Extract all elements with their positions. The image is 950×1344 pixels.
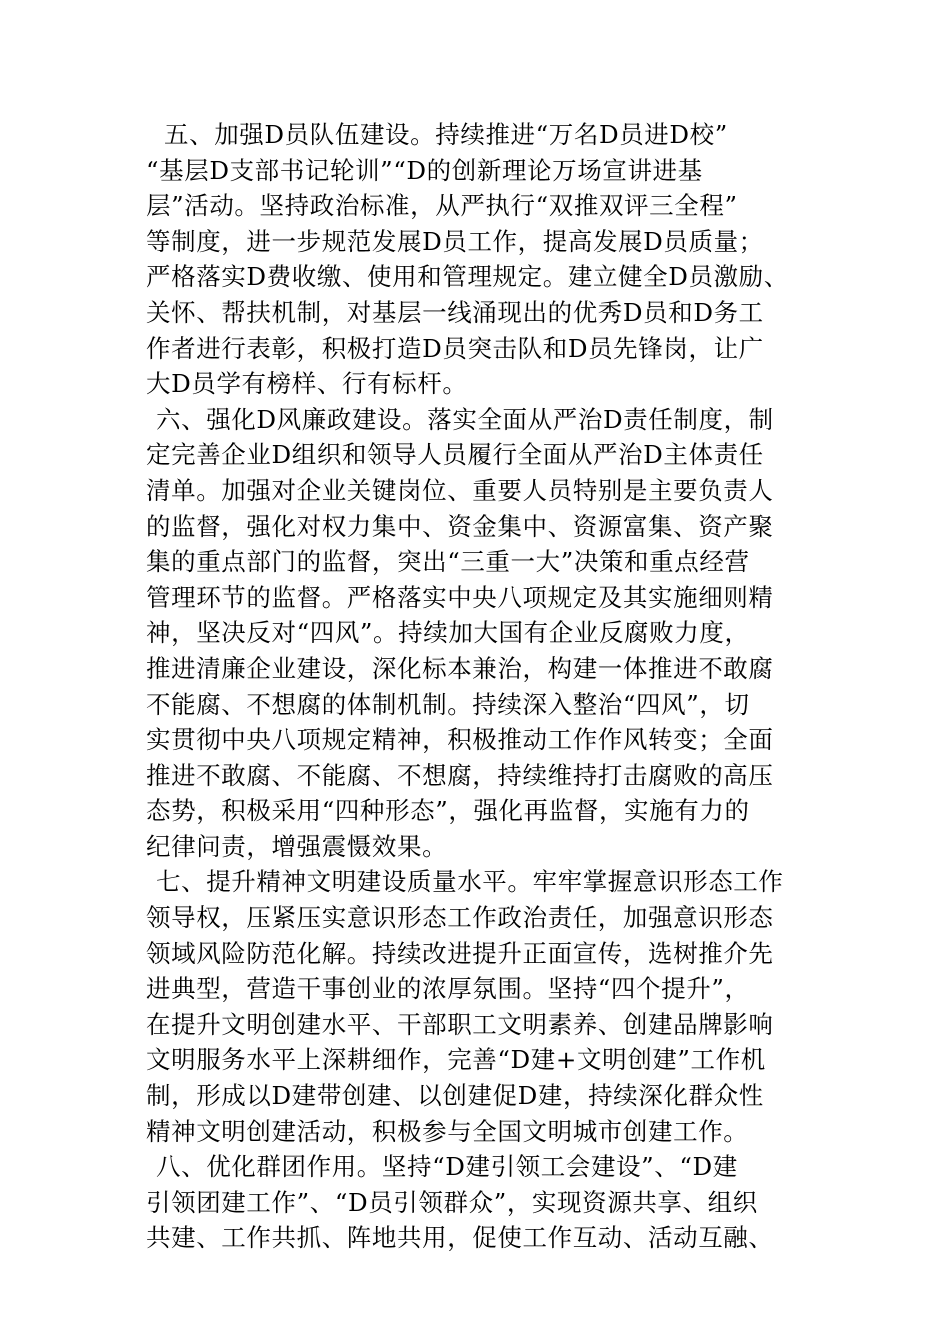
paragraph-line: 共建、工作共抓、阵地共用，促使工作互动、活动互融、 [146, 1223, 774, 1253]
paragraph-line: 领域风险防范化解。持续改进提升正面宣传，选树推介先 [146, 938, 774, 968]
paragraph-line: 神，坚决反对“四风”。持续加大国有企业反腐败力度， [146, 618, 750, 648]
paragraph-section-6 [146, 402, 816, 865]
paragraph-line: 制，形成以D建带创建、以创建促D建，持续深化群众性 [146, 1081, 764, 1111]
paragraph-line: 在提升文明创建水平、干部职工文明素养、创建品牌影响 [146, 1009, 774, 1039]
paragraph-line: 管理环节的监督。严格落实中央八项规定及其实施细则精 [146, 582, 774, 612]
paragraph-line: 六、强化D风廉政建设。落实全面从严治D责任制度，制 [156, 404, 774, 434]
paragraph-line: 等制度，进一步规范发展D员工作，提高发展D员质量； [146, 226, 764, 256]
paragraph-line: 精神文明创建活动，积极参与全国文明城市创建工作。 [146, 1116, 749, 1146]
paragraph-line: 推进清廉企业建设，深化标本兼治，构建一体推进不敢腐 [146, 653, 774, 683]
paragraph-line: 领导权，压紧压实意识形态工作政治责任，加强意识形态 [146, 903, 774, 933]
paragraph-line: 八、优化群团作用。坚持“D建引领工会建设”、“D建 [156, 1152, 738, 1182]
paragraph-line: 清单。加强对企业关键岗位、重要人员特别是主要负责人 [146, 475, 774, 505]
paragraph-line: 引领团建工作”、“D员引领群众”，实现资源共享、组织 [146, 1187, 758, 1217]
paragraph-line: 集的重点部门的监督，突出“三重一大”决策和重点经营 [146, 547, 750, 577]
paragraph-line: 严格落实D费收缴、使用和管理规定。建立健全D员激励、 [146, 262, 789, 292]
paragraph-section-7 [146, 864, 816, 1149]
document-body [146, 117, 816, 1256]
paragraph-line: 的监督，强化对权力集中、资金集中、资源富集、资产聚 [146, 511, 774, 541]
paragraph-line: 纪律问责，增强震慑效果。 [146, 831, 448, 861]
paragraph-line: “基层D支部书记轮训”“D的创新理论万场宣讲进基 [146, 155, 703, 185]
paragraph-line: 大D员学有榜样、行有标杆。 [146, 369, 468, 399]
paragraph-line: 定完善企业D组织和领导人员履行全面从严治D主体责任 [146, 440, 764, 470]
paragraph-section-5 [146, 117, 816, 402]
paragraph-line: 七、提升精神文明建设质量水平。牢牢掌握意识形态工作 [156, 867, 784, 897]
paragraph-line: 层”活动。坚持政治标准，从严执行“双推双评三全程” [146, 191, 738, 221]
paragraph-line: 作者进行表彰，积极打造D员突击队和D员先锋岗，让广 [146, 333, 764, 363]
paragraph-section-8 [146, 1149, 816, 1256]
paragraph-line: 不能腐、不想腐的体制机制。持续深入整治“四风”，切 [146, 689, 750, 719]
paragraph-line: 态势，积极采用“四种形态”，强化再监督，实施有力的 [146, 796, 750, 826]
paragraph-line: 五、加强D员队伍建设。持续推进“万名D员进D校” [164, 120, 728, 149]
paragraph-line: 文明服务水平上深耕细作，完善“D建+文明创建”工作机 [146, 1045, 766, 1075]
paragraph-line: 进典型，营造干事创业的浓厚氛围。坚持“四个提升”， [146, 974, 750, 1004]
paragraph-line: 关怀、帮扶机制，对基层一线涌现出的优秀D员和D务工 [146, 297, 764, 327]
paragraph-line: 推进不敢腐、不能腐、不想腐，持续维持打击腐败的高压 [146, 760, 774, 790]
paragraph-line: 实贯彻中央八项规定精神，积极推动工作作风转变；全面 [146, 725, 774, 755]
